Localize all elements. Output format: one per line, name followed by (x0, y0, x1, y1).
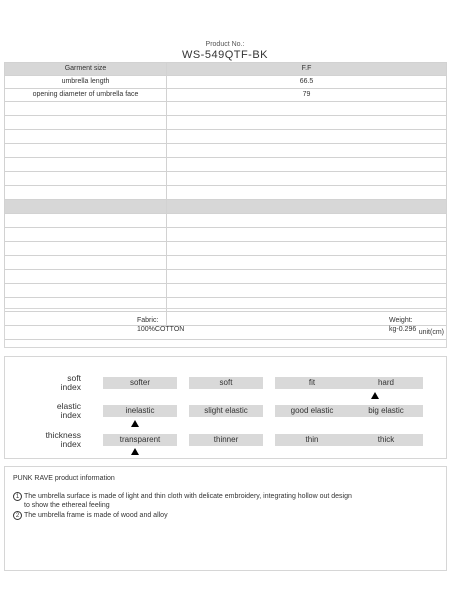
info-title: PUNK RAVE product information (13, 475, 115, 482)
size-table (4, 62, 447, 340)
index-option: thick (349, 434, 423, 446)
table-row (5, 270, 447, 284)
size-row-label: opening diameter of umbrella face (5, 89, 167, 102)
index-option: inelastic (103, 405, 177, 417)
fabric-value: 100%COTTON (137, 326, 185, 333)
fabric-weight-box (4, 308, 447, 348)
size-row-label: umbrella length (5, 76, 167, 89)
table-row (5, 242, 447, 256)
index-box (4, 356, 447, 459)
table-row (5, 214, 447, 228)
info-item-continuation: to show the ethereal feeling (24, 502, 110, 509)
number-circle-icon: 2 (13, 511, 22, 520)
size-header-value: F.F (167, 63, 447, 76)
table-row (5, 76, 447, 89)
unit-label: unit(cm) (5, 326, 447, 340)
index-option: hard (349, 377, 423, 389)
soft-index-marker (371, 392, 379, 399)
table-row (5, 102, 447, 116)
table-row (5, 186, 447, 200)
table-row (5, 172, 447, 186)
fabric-info (137, 316, 184, 334)
number-circle-icon: 1 (13, 492, 22, 501)
index-option: thinner (189, 434, 263, 446)
index-option: thin (275, 434, 349, 446)
table-row (5, 158, 447, 172)
table-row (5, 116, 447, 130)
info-item (13, 511, 168, 520)
size-row-value: 66.5 (167, 76, 447, 89)
thickness-index-label: thickness index (45, 430, 81, 449)
info-item (13, 492, 352, 501)
table-row (5, 89, 447, 102)
size-table-header (5, 63, 447, 76)
table-row (5, 144, 447, 158)
index-option: fit (275, 377, 349, 389)
table-row (5, 200, 447, 214)
weight-value: kg-0.296 (389, 326, 417, 333)
soft-index-label: soft index (60, 373, 81, 392)
table-row (5, 284, 447, 298)
product-no: WS-549QTF-BK (181, 49, 269, 61)
index-option: transparent (103, 434, 177, 446)
weight-info (389, 316, 416, 334)
thickness-index-marker (131, 448, 139, 455)
index-option: softer (103, 377, 177, 389)
index-option: soft (189, 377, 263, 389)
weight-label: Weight: (389, 317, 413, 324)
index-option: slight elastic (189, 405, 263, 417)
table-row (5, 130, 447, 144)
product-info-box (4, 466, 447, 571)
elastic-index-label: elastic index (56, 401, 81, 420)
size-header-label: Garment size (5, 63, 167, 76)
fabric-label: Fabric: (137, 317, 159, 324)
info-item-text: The umbrella surface is made of light and thin cloth with delicate embroidery, integrating hollow out design (24, 493, 352, 500)
table-row (5, 228, 447, 242)
product-header (0, 40, 450, 62)
table-row (5, 256, 447, 270)
index-option: good elastic (275, 405, 349, 417)
elastic-index-marker (131, 420, 139, 427)
product-no-label: Product No.: (205, 41, 245, 48)
info-item-text: The umbrella frame is made of wood and alloy (24, 512, 168, 519)
index-option: big elastic (349, 405, 423, 417)
size-row-value: 79 (167, 89, 447, 102)
